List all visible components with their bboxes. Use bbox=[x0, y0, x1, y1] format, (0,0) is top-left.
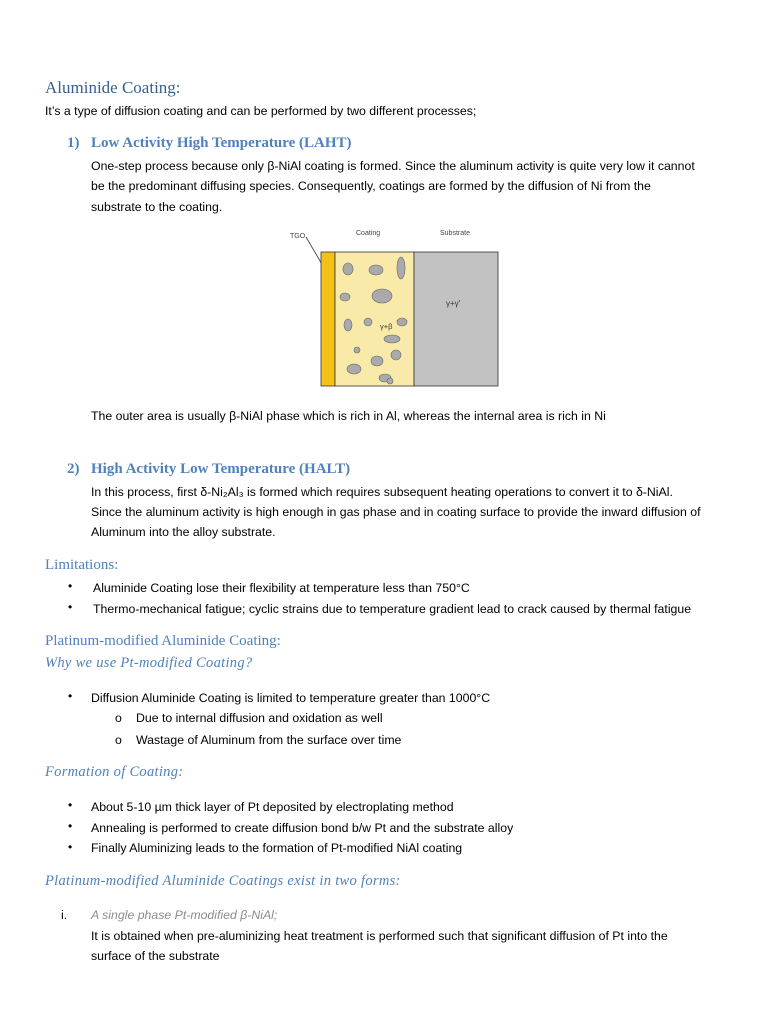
laht-para-line-1: One-step process because only β-NiAl coating is formed. Since the aluminum activity is quite very low it cannot bbox=[91, 159, 695, 173]
formation-bullet-3: • bbox=[68, 840, 73, 854]
limitation-item-2: Thermo-mechanical fatigue; cyclic strains due to temperature gradient lead to crack caused by thermal fatigue bbox=[93, 602, 692, 616]
intro-text: It’s a type of diffusion coating and can be performed by two different processes; bbox=[45, 104, 477, 118]
form-i-title: A single phase Pt-modified β-NiAl; bbox=[91, 908, 278, 922]
forms-heading: Platinum-modified Aluminide Coatings exist in two forms: bbox=[45, 873, 401, 889]
figure-label-coating: Coating bbox=[356, 230, 381, 237]
laht-number: 1) bbox=[67, 135, 80, 151]
pt-why-heading: Why we use Pt-modified Coating? bbox=[45, 655, 253, 671]
formation-item-2: Annealing is performed to create diffusion bond b/w Pt and the substrate alloy bbox=[91, 821, 514, 835]
laht-para-line-3: substrate to the coating. bbox=[91, 200, 223, 214]
pt-heading: Platinum-modified Aluminide Coating: bbox=[45, 633, 281, 649]
formation-item-3: Finally Aluminizing leads to the formation of Pt-modified NiAl coating bbox=[91, 841, 463, 855]
form-i-numeral: i. bbox=[61, 908, 68, 922]
limitation-bullet-2: • bbox=[68, 600, 73, 614]
tgo-pointer-line bbox=[306, 237, 323, 266]
laht-para-line-2: be the predominant diffusing species. Consequently, coatings are formed by the diffusion of Ni from the bbox=[91, 179, 651, 193]
form-i-para-line-2: surface of the substrate bbox=[91, 949, 220, 963]
form-i-para-line-1: It is obtained when pre-aluminizing heat treatment is performed such that significant diffusion of Pt into the bbox=[91, 929, 668, 943]
laht-heading: Low Activity High Temperature (LAHT) bbox=[91, 135, 352, 151]
limitation-item-1: Aluminide Coating lose their flexibility at temperature less than 750°C bbox=[93, 581, 470, 595]
halt-number: 2) bbox=[67, 461, 80, 477]
figure-label-gamma-gamma-prime: γ+γ′ bbox=[446, 299, 461, 308]
figure-label-tgo: TGO bbox=[290, 233, 306, 240]
coating-structure-figure bbox=[280, 224, 502, 390]
halt-para-line-2: Since the aluminum activity is high enough in gas phase and in coating surface to provide the inward diffusion of bbox=[91, 505, 701, 519]
formation-heading: Formation of Coating: bbox=[45, 764, 184, 780]
figure-label-substrate: Substrate bbox=[440, 230, 470, 237]
substrate-layer bbox=[414, 252, 498, 386]
page-title: Aluminide Coating: bbox=[45, 78, 181, 97]
tgo-layer bbox=[321, 252, 335, 386]
limitation-bullet-1: • bbox=[68, 579, 73, 593]
why-sub-item-2: Wastage of Aluminum from the surface over time bbox=[136, 733, 402, 747]
why-sub-item-1: Due to internal diffusion and oxidation as well bbox=[136, 711, 383, 725]
why-sub-marker-2: o bbox=[115, 733, 122, 747]
limitations-heading: Limitations: bbox=[45, 557, 119, 573]
halt-heading: High Activity Low Temperature (HALT) bbox=[91, 461, 351, 477]
halt-para-line-3: Aluminum into the alloy substrate. bbox=[91, 525, 276, 539]
why-bullet: • bbox=[68, 689, 73, 703]
why-item: Diffusion Aluminide Coating is limited to temperature greater than 1000°C bbox=[91, 691, 491, 705]
formation-bullet-2: • bbox=[68, 819, 73, 833]
figure-label-gamma-beta: γ+β bbox=[380, 322, 393, 331]
formation-item-1: About 5-10 µm thick layer of Pt deposited by electroplating method bbox=[91, 800, 454, 814]
formation-bullet-1: • bbox=[68, 798, 73, 812]
why-sub-marker-1: o bbox=[115, 711, 122, 725]
laht-after-figure: The outer area is usually β-NiAl phase which is rich in Al, whereas the internal area is rich in Ni bbox=[91, 409, 606, 423]
halt-para-line-1: In this process, first δ-Ni₂Al₃ is formed which requires subsequent heating operations to convert it to δ-NiAl. bbox=[91, 485, 673, 499]
